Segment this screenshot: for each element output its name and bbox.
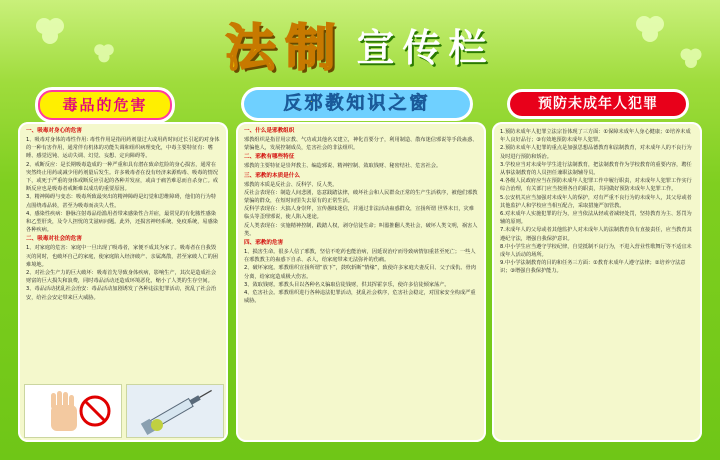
cult-section-3: 三、邪教的本质是什么 [244,172,300,179]
juvenile-para: 4.各级人民政府应当在预防未成年人犯罪工作中履行职责，对未成年人犯罪工作实行综合治理，有关部门应当按照各自的职责，共同做好预防未成年人犯罪工作。 [500,178,692,193]
syringe-icon [127,385,223,437]
hand-stop-icon [25,385,121,437]
drugs-para: 1、对家庭的危害：家庭中一旦出现了吸毒者，家便不成其为家了。吸毒者在自我毁灭的同时，也破坏自己的家庭，使家庭陷入经济破产、亲属离散，甚至家破人亡的困难境地。 [26,245,218,268]
drugs-panel [18,122,228,442]
juvenile-para: 8.中小学生应当遵守学校纪律，自觉抵制不良行为，不进入营业性歌舞厅等不适宜未成年人活动的场所。 [500,243,692,259]
cult-section-1: 一、什么是邪教组织 [244,128,295,134]
title-main: 法制 [225,18,346,77]
drugs-heading [38,90,172,120]
drugs-para: 2、对社会生产力的巨大破坏：吸毒首先导致身体疾病，影响生产，其次是造成社会财富的巨大损失和浪费，同时毒品活动还造成环境恶化，缩小了人类的生存空间。 [26,270,217,285]
juvenile-para: 1.预防未成年人犯罪立法宗旨体现了三方面：①保障未成年人身心健康；②培养未成年人良好品行；③有效地预防未成年人犯罪。 [500,129,691,144]
cult-para: 4、危害社会。邪教组织进行各种违法犯罪活动，扰乱社会秩序，危害社会稳定，对国家安全构成严重威胁。 [244,290,476,305]
cult-heading-text: 反邪教知识之窗 [283,93,431,114]
juvenile-para: 9.中小学法制教育的目的和任务三方面：①教育未成年人遵守法律；②培养守法意识；③增强自我保护能力。 [500,260,686,275]
cult-para: 3、敛取钱财。邪教头目以各种名义骗取信徒钱财，供其挥霍享乐，使许多信徒倾家荡产。 [244,281,450,288]
juvenile-heading-text: 预防未成年人犯罪 [538,96,658,112]
juvenile-para: 2.预防未成年人犯罪的重点是加强思想品德教育和法制教育，对未成年人的不良行为及时进行预防和矫治。 [500,145,692,160]
cult-section-2: 二、邪教有哪些特征 [244,154,295,161]
anti-drug-image-2 [126,384,224,438]
cult-para: 反人类表现在：实施精神控制，践踏人权，剥夺信徒生命；叫嚣推翻人类社会，破坏人类文明，祸害人类。 [244,222,478,237]
drugs-para: 3、毒品活动扰乱社会治安：毒品活动加剧诱发了各种违法犯罪活动，扰乱了社会治安，给社会安定带来巨大威胁。 [26,286,217,301]
anti-drug-image-1 [24,384,122,438]
cult-para: 反科学表现在：大搞人身崇拜，宣传愚昧迷信，并通过非法活动蛊惑群众，宣扬所谓 世界末日，灾难临头等歪理邪说，使人陷入迷途。 [244,206,474,221]
cult-panel [236,122,486,442]
cult-heading [244,90,470,118]
juvenile-para: 6.对未成年人实施犯罪的行为，应当依法从轻或者减轻处罚，坚持教育为主、惩罚为辅的原则。 [500,211,692,226]
juvenile-para: 5.公安机关应当加强对未成年人的保护，对有严重不良行为的未成年人，其父母或者其他监护人和学校应当相互配合，采取措施严加管教。 [500,194,692,209]
juvenile-heading [510,92,686,116]
cult-para: 邪教组织是指冒用宗教、气功或其他名义建立，神化首要分子，利用制造、散布迷信邪说等手段蛊惑、蒙骗他人，发展控制成员，危害社会的非法组织。 [244,137,478,152]
drugs-para: 4、感染性疾病：静脉注射毒品给滥用者带来感染性合并症，最常见的有化脓性感染和乙型肝炎，及令人担忧的艾滋病问题。此外，还损害神经系统、免疫系统，易感染各种疾病。 [26,210,218,234]
cult-para: 反社会表现在：制造人间悲剧，恣意践踏法律，破坏社会和人民群众正常的生产生活秩序，被他们邪教蒙骗的群众，在短时间里失去原有的正常生活。 [244,189,478,205]
cult-para: 2、破坏家庭。邪教组织宣扬所谓“放下”，鼓吹斩断“情缘”，致使许多家庭夫妻反目、父子成仇、骨肉分离，给家庭造成极大伤害。 [244,265,476,280]
drugs-para: 3、精神障碍与变态：吸毒所致最突出的精神障碍是幻觉和思维障碍，他们的行为特点围绕毒品转，甚至为吸毒而丧失人性。 [26,194,217,209]
drugs-section-1: 一、吸毒对身心的危害 [26,128,82,134]
drugs-para: 2、戒断反应：是长期吸毒造成的一种严重和具有潜在致命危险的身心损害，通常在突然终止用药或减少用药剂量后发生。许多吸毒者在没有经济来源购毒、吸毒的情况下，或死于严重的身体戒断反应引起的各种并发症，或由于痛苦难忍而自杀身亡。戒断反应也是吸毒者戒断难以成功的重要原因。 [26,161,218,193]
cult-para: 1、损害生命。很多人信了邪教，坚信不吃药也能治病，因延误治疗而导致病情加重甚至死亡；一些人在邪教教主的蛊惑下自杀、杀人，给家庭带来无法弥补的伤痛。 [244,249,476,264]
juvenile-para: 7.未成年人的父母或者其他监护人对未成年人的法制教育负有直接责任，应当教育其遵纪守法，增强自我保护意识。 [500,227,692,242]
juvenile-panel [492,122,702,442]
drugs-heading-text: 毒品的危害 [62,96,148,114]
cult-para: 邪教的本质是反社会、反科学、反人类。 [244,181,338,188]
drugs-para: 1、吸毒对身体的毒性作用: 毒性作用是指用药剂量过大或用药时间过长引起的对身体的一种有害作用，通常伴有机体的功能失调和组织病理变化，中毒主要特征有：嗜睡、感觉迟钝、运动失调、幻觉、妄想、定向障碍等。 [26,137,220,160]
juvenile-para: 3.学校应当对未成年学生进行法制教育，把法制教育作为学校教育的重要内容，聘任从事法制教育的人员担任兼职法制辅导员。 [500,161,692,177]
title-sub: 宣传栏 [356,24,495,70]
cult-para: 邪教的主要特征是崇拜教主、编造邪说、精神控制、敛取钱财、秘密结社、危害社会。 [244,163,442,170]
cult-section-4: 四、邪教的危害 [244,240,284,247]
board-title [0,8,720,80]
drugs-section-2: 二、吸毒对社会的危害 [26,236,82,243]
